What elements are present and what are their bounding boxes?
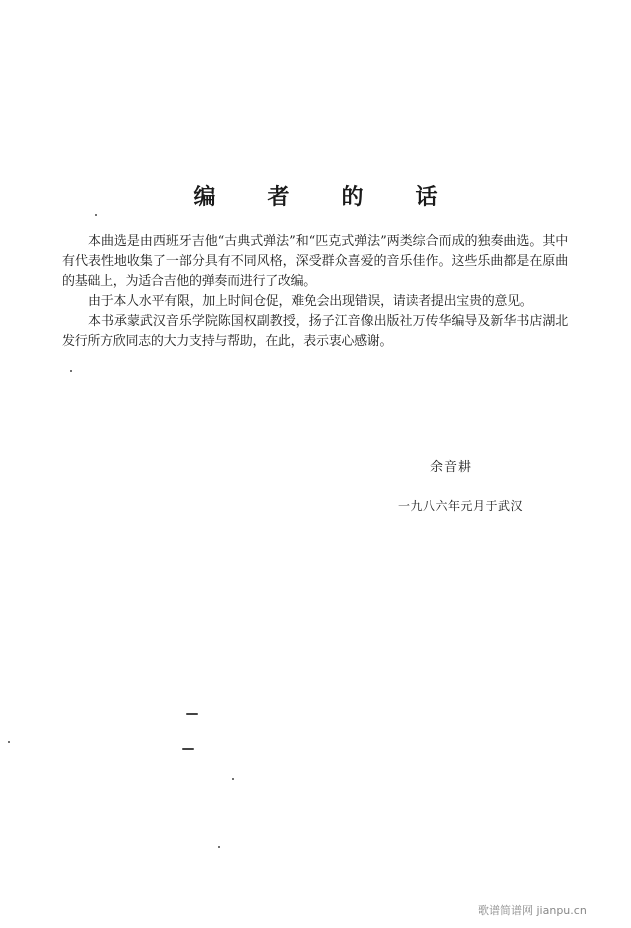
- date-place: 一九八六年元月于武汉: [398, 499, 524, 513]
- author-signature: 余音耕: [430, 460, 473, 475]
- scan-speck: [70, 370, 72, 372]
- page-title: [0, 180, 631, 211]
- paragraph-intro: 本曲选是由西班牙吉他“古典式弹法”和“匹克式弹法”两类综合而成的独奏曲选。其中有代表性地收集了一部分具有不同风格，深受群众喜爱的音乐佳作。这些乐曲都是在原曲的基础上，为适合吉他的弹奏而进行了改编。: [62, 234, 568, 289]
- site-watermark: 歌谱简谱网 jianpu.cn: [478, 904, 587, 917]
- paragraph-thanks: 本书承蒙武汉音乐学院陈国权副教授，扬子江音像出版社万传华编导及新华书店湖北发行所方欣同志的大力支持与帮助，在此，表示衷心感谢。: [62, 314, 568, 349]
- title-char: 者: [267, 185, 290, 210]
- title-char: 的: [341, 185, 364, 210]
- scan-speck: [182, 748, 194, 750]
- scan-speck: [95, 214, 97, 216]
- paragraph-apology: 由于本人水平有限，加上时间仓促，难免会出现错误，请读者提出宝贵的意见。: [88, 294, 533, 309]
- scan-speck: [8, 741, 10, 743]
- title-char: 编: [193, 185, 216, 210]
- scan-speck: [218, 846, 220, 848]
- title-char: 话: [415, 185, 438, 210]
- scan-speck: [186, 713, 198, 715]
- preface-body: [62, 232, 568, 352]
- scan-speck: [232, 778, 234, 780]
